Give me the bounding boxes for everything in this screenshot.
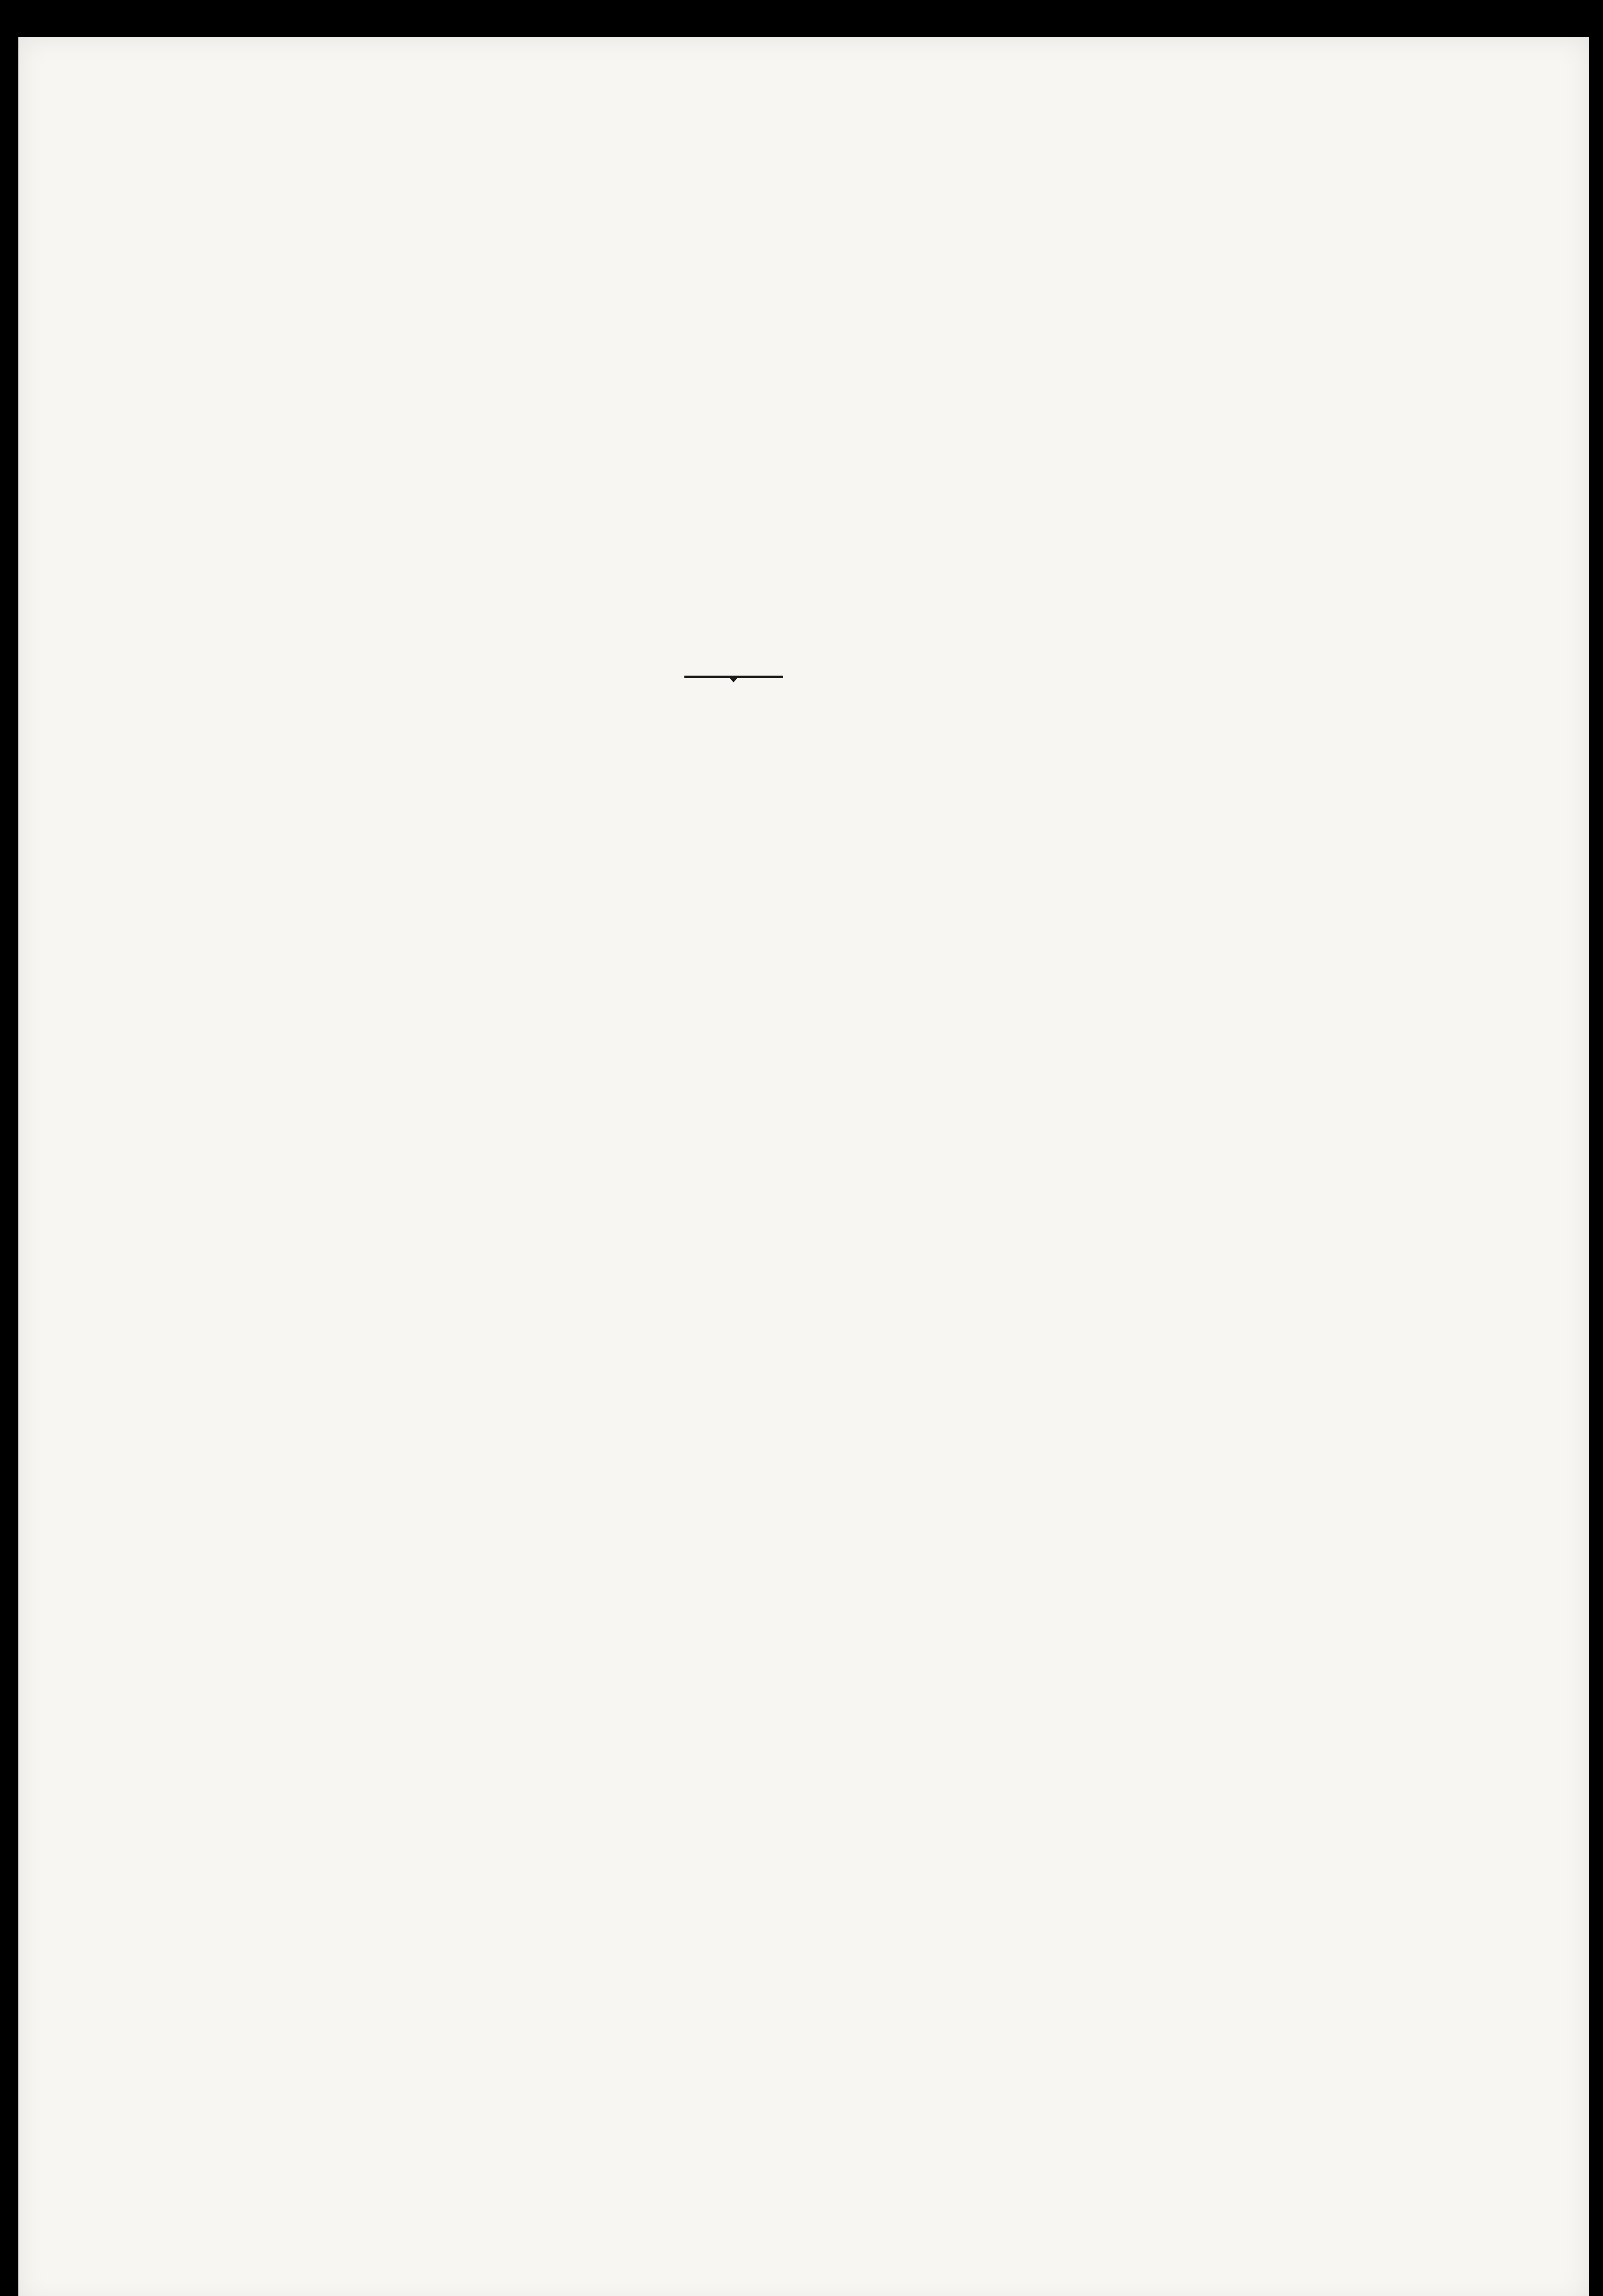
section-divider-ornament — [684, 674, 783, 683]
item-55 — [156, 875, 1385, 902]
page — [18, 37, 1589, 2296]
